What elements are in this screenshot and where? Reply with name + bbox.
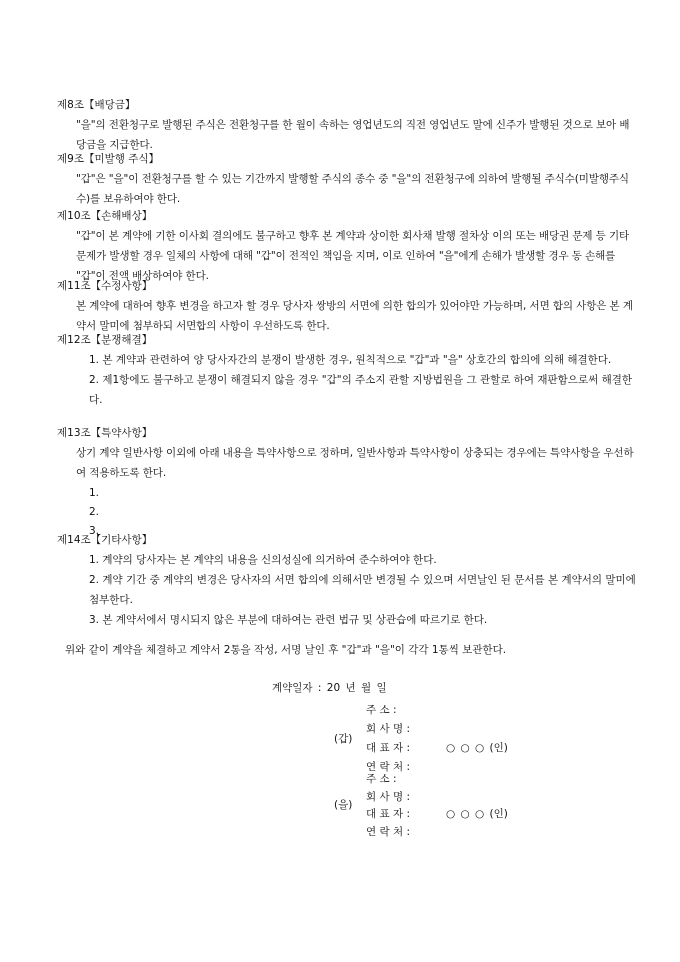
list-number: 1. — [89, 487, 100, 499]
field-label: 연 락 처 : — [366, 761, 410, 773]
field-label: 주 소 : — [366, 773, 397, 785]
article-10 — [57, 207, 637, 286]
list-item — [57, 610, 637, 630]
representative-field — [366, 740, 410, 755]
field-label: 회 사 명 : — [366, 723, 410, 735]
blank-list-item — [57, 484, 637, 503]
representative-field — [366, 806, 410, 821]
party-b-signature: ○ ○ ○ (인) — [446, 808, 508, 820]
list-number: 2. — [89, 506, 100, 518]
list-item-text: 1. 계약의 당사자는 본 계약의 내용을 신의성실에 의거하여 준수하여야 한다. — [89, 554, 437, 566]
list-item-text: 2. 제1항에도 불구하고 분쟁이 해결되지 않을 경우 "갑"의 주소지 관할 지방법원을 그 관할로 하여 재판함으로써 해결한다. — [89, 374, 632, 406]
article-9 — [57, 150, 637, 209]
field-label: 주 소 : — [366, 704, 397, 716]
article-title: 제11조【수정사항】 — [57, 280, 153, 292]
field-label: 연 락 처 : — [366, 826, 410, 838]
field-label: 대 표 자 : — [366, 808, 410, 820]
list-item-text: 3. 본 계약서에서 명시되지 않은 부분에 대하여는 관련 법규 및 상관습에 따르기로 한다. — [89, 614, 488, 626]
contact-field — [366, 824, 410, 839]
article-12 — [57, 331, 637, 410]
article-11 — [57, 277, 637, 336]
blank-list-item — [57, 503, 637, 522]
address-field — [366, 702, 397, 717]
list-item — [57, 550, 637, 570]
address-field — [366, 771, 397, 786]
article-title: 제10조【손해배상】 — [57, 210, 153, 222]
article-title: 제12조【분쟁해결】 — [57, 334, 153, 346]
list-item — [57, 370, 637, 410]
list-item-text: 2. 계약 기간 중 계약의 변경은 당사자의 서면 합의에 의해서만 변경될 수 있으며 서면날인 된 문서를 본 계약서의 말미에 첨부한다. — [89, 574, 636, 606]
article-title: 제14조【기타사항】 — [57, 534, 153, 546]
party-b-label: (을) — [334, 799, 353, 811]
article-text: "갑"이 본 계약에 기한 이사회 결의에도 불구하고 향후 본 계약과 상이한 회사채 발행 절차상 이의 또는 배당권 문제 등 기타 문제가 발생할 경우 일체의 사항에 대해 "갑"이 전적인 책임을 지며, 이로 인하여 "을"에게 손해가 발생할 경우 동 손해를 "갑"이 전액 배상하여야 한다. — [76, 230, 630, 282]
contract-date: 계약일자 : 20 년 월 일 — [272, 682, 387, 694]
list-item — [57, 570, 637, 610]
article-title: 제8조【배당금】 — [57, 99, 136, 111]
article-text: 본 계약에 대하여 향후 변경을 하고자 할 경우 당사자 쌍방의 서면에 의한 합의가 있어야만 가능하며, 서면 합의 사항은 본 계약서 말미에 첨부하되 서면합의 사항이 우선하도록 한다. — [76, 300, 633, 332]
list-item — [57, 350, 637, 370]
company-name-field — [366, 721, 410, 736]
article-13 — [57, 424, 637, 541]
list-number: 3. — [89, 525, 100, 537]
party-a-label: (갑) — [334, 733, 353, 745]
article-text: "갑"은 "을"이 전환청구를 할 수 있는 기간까지 발행할 주식의 종수 중 "을"의 전환청구에 의하여 발행될 주식수(미발행주식수)를 보유하여야 한다. — [76, 173, 629, 205]
article-14 — [57, 531, 637, 630]
closing-statement: 위와 같이 계약을 체결하고 계약서 2통을 작성, 서명 날인 후 "갑"과 "을"이 각각 1통씩 보관한다. — [65, 644, 507, 656]
list-item-text: 1. 본 계약과 관련하여 양 당사자간의 분쟁이 발생한 경우, 원칙적으로 "갑"과 "을" 상호간의 합의에 의해 해결한다. — [89, 354, 612, 366]
article-title: 제9조【미발행 주식】 — [57, 153, 160, 165]
article-8 — [57, 96, 637, 155]
field-label: 대 표 자 : — [366, 742, 410, 754]
article-title: 제13조【특약사항】 — [57, 427, 153, 439]
article-text: "을"의 전환청구로 발행된 주식은 전환청구를 한 월이 속하는 영업년도의 직전 영업년도 말에 신주가 발행된 것으로 보아 배당금을 지급한다. — [76, 119, 630, 151]
article-text: 상기 계약 일반사항 이외에 아래 내용을 특약사항으로 정하며, 일반사항과 특약사항이 상충되는 경우에는 특약사항을 우선하여 적용하도록 한다. — [76, 447, 634, 479]
party-a-signature: ○ ○ ○ (인) — [446, 742, 508, 754]
field-label: 회 사 명 : — [366, 791, 410, 803]
company-name-field — [366, 789, 410, 804]
